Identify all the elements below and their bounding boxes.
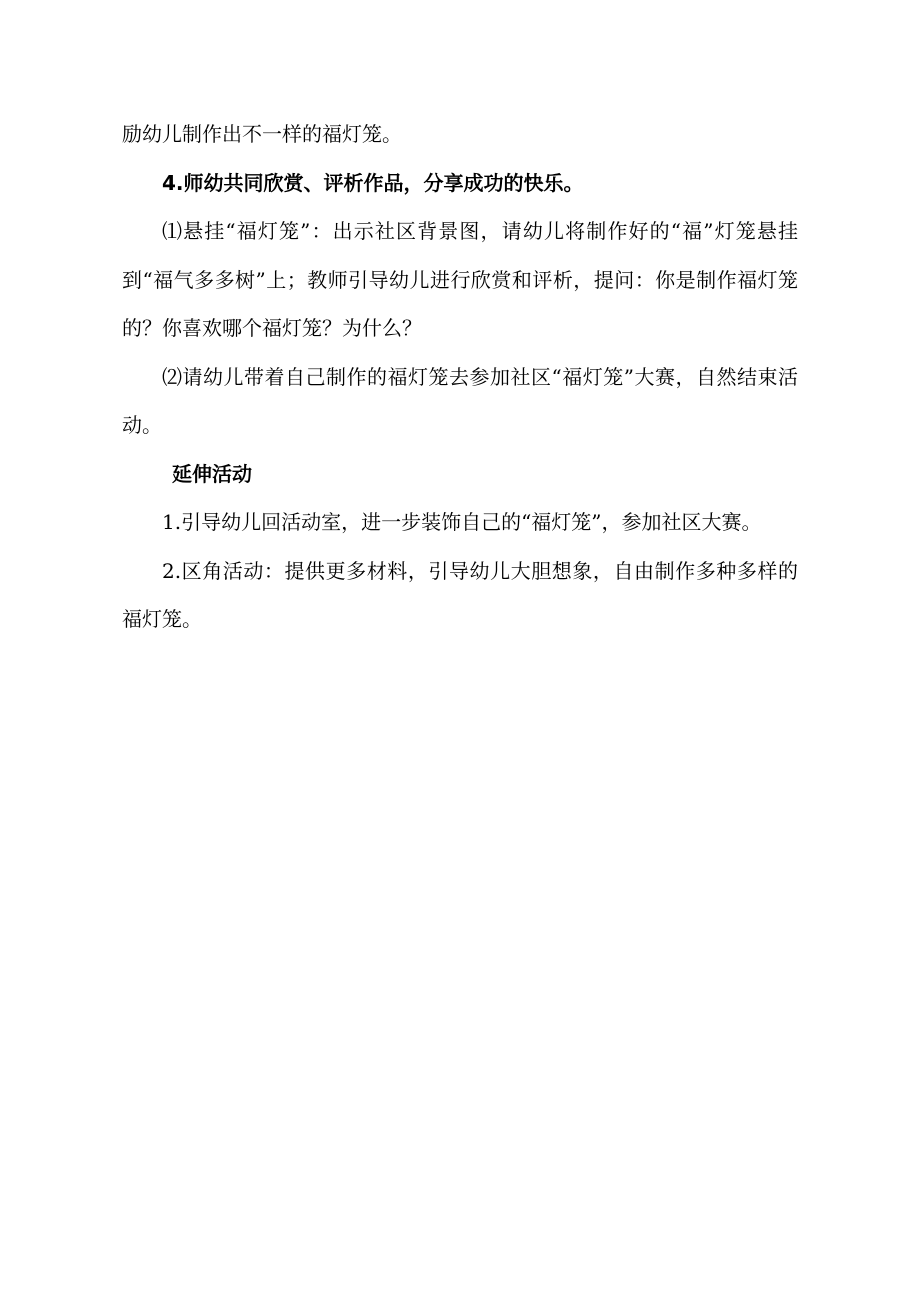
paragraph-community-contest: ⑵请幼儿带着自己制作的福灯笼去参加社区“福灯笼”大赛，自然结束活动。 [122,364,798,437]
paragraph-continuation: 励幼儿制作出不一样的福灯笼。 [122,122,402,146]
extension-activity-heading: 延伸活动 [172,461,252,486]
extension-item-2: 2.区角活动：提供更多材料，引导幼儿大胆想象，自由制作多种多样的福灯笼。 [122,558,798,631]
document-body [122,110,798,644]
extension-item-1: 1.引导幼儿回活动室，进一步装饰自己的“福灯笼”，参加社区大赛。 [162,510,762,534]
paragraph-hang-lanterns: ⑴悬挂“福灯笼”：出示社区背景图，请幼儿将制作好的“福”灯笼悬挂到“福气多多树”上；教师引导幼儿进行欣赏和评析，提问：你是制作福灯笼的？你喜欢哪个福灯笼？为什么？ [122,219,798,340]
step-4-heading: 4.师幼共同欣赏、评析作品，分享成功的快乐。 [162,170,584,195]
